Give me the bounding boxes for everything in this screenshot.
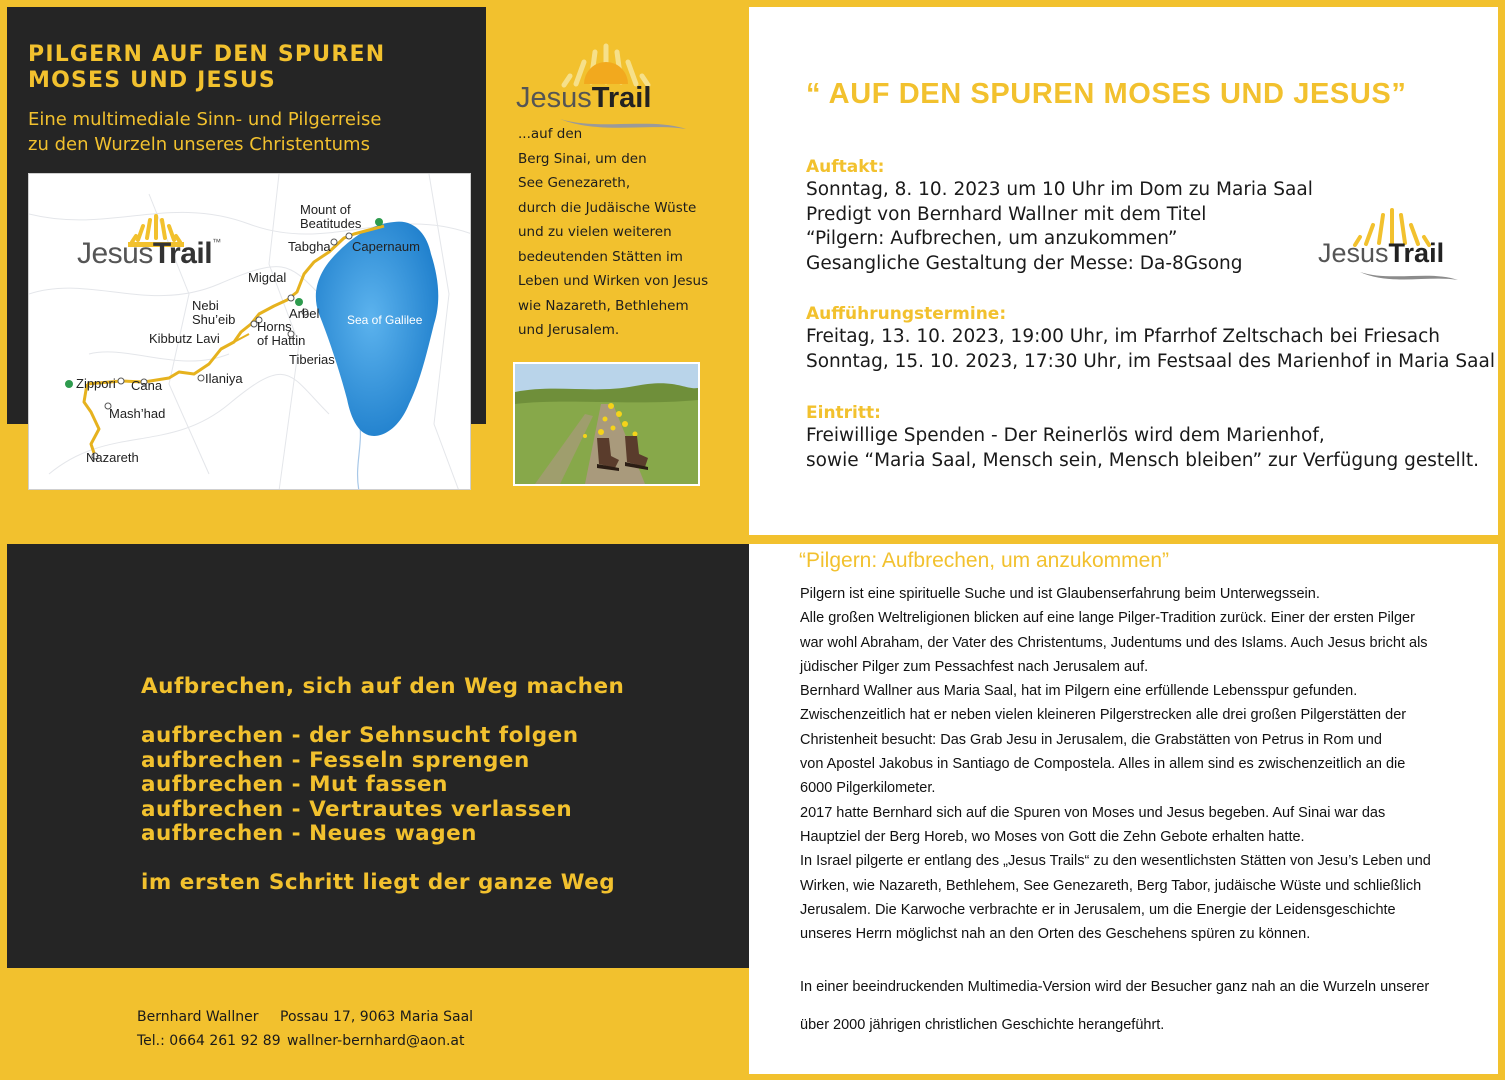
flyer-title bbox=[28, 42, 385, 94]
middle-line-2: Berg Sinai, um den bbox=[518, 150, 647, 167]
place-arbel: Arbel bbox=[289, 306, 320, 321]
place-migdal: Migdal bbox=[248, 270, 287, 285]
map-logo-word-jesus: Jesus bbox=[77, 237, 153, 270]
right-logo-word-trail: Trail bbox=[1388, 238, 1445, 268]
place-horns-2: of Hattin bbox=[257, 333, 306, 348]
motto-heading: Aufbrechen, sich auf den Weg machen bbox=[141, 674, 625, 699]
article-line-7: Christenheit besucht: Das Grab Jesu in Jerusalem, die Grabstätten von Petrus in Rom und bbox=[800, 731, 1382, 748]
motto-line-2: aufbrechen - Fesseln sprengen bbox=[141, 747, 530, 773]
map-logo bbox=[77, 237, 221, 271]
article-line-4: jüdischer Pilger zum Pessachfest nach Jerusalem auf. bbox=[800, 658, 1149, 675]
jesus-trail-map bbox=[28, 173, 471, 490]
article-line-9: 6000 Pilgerkilometer. bbox=[800, 780, 936, 797]
place-horns-1: Horns bbox=[257, 319, 292, 334]
article-line-12: In Israel pilgerte er entlang des „Jesus Trails“ zu den wesentlichsten Stätten von Jesu’s Leben und bbox=[800, 853, 1431, 870]
place-mount-of-1: Mount of bbox=[300, 202, 351, 217]
map-logo-tm: ™ bbox=[212, 237, 221, 247]
motto-block bbox=[141, 675, 624, 896]
motto-line-1: aufbrechen - der Sehnsucht folgen bbox=[141, 723, 579, 748]
termine-line-2: Sonntag, 15. 10. 2023, 17:30 Uhr, im Festsaal des Marienhof in Maria Saal bbox=[806, 350, 1495, 372]
article-closing bbox=[800, 960, 1490, 1052]
place-mashhad: Mash’had bbox=[109, 406, 166, 421]
middle-line-7: Leben und Wirken von Jesus bbox=[518, 273, 709, 289]
place-capernaum: Capernaum bbox=[352, 239, 420, 254]
middle-logo bbox=[516, 82, 651, 115]
middle-line-3: See Genezareth, bbox=[518, 175, 631, 191]
place-ilaniya: Ilaniya bbox=[205, 371, 243, 386]
motto-spacer-1 bbox=[141, 700, 624, 725]
article-closing-line-2: über 2000 jährigen christlichen Geschichte herangeführt. bbox=[800, 1017, 1165, 1034]
article-line-1: Pilgern ist eine spirituelle Suche und ist Glaubenserfahrung beim Unterwegssein. bbox=[800, 586, 1320, 602]
eintritt-section bbox=[806, 402, 1479, 473]
middle-line-4: durch die Judäische Wüste bbox=[518, 199, 697, 216]
contact-phone[interactable]: Tel.: 0664 261 92 89 bbox=[137, 1033, 281, 1049]
auftakt-line-2: Predigt von Bernhard Wallner mit dem Titel bbox=[806, 203, 1207, 225]
place-cana: Cana bbox=[131, 378, 163, 393]
article-line-14: Jerusalem. Die Karwoche verbrachte er in Jerusalem, um die Energie der Leidensgeschichte bbox=[800, 901, 1396, 918]
article-title: “Pilgern: Aufbrechen, um anzukommen” bbox=[799, 549, 1170, 572]
place-tabgha: Tabgha bbox=[288, 239, 331, 254]
map-graphic bbox=[29, 174, 471, 490]
map-logo-word-trail: Trail bbox=[152, 237, 213, 270]
middle-line-8: wie Nazareth, Bethlehem bbox=[518, 297, 689, 314]
article-line-6: Zwischenzeitlich hat er neben vielen kleineren Pilgerstrecken alle drei großen Pilgerstätten der bbox=[800, 707, 1407, 724]
contact-email[interactable]: wallner-bernhard@aon.at bbox=[287, 1033, 465, 1049]
lake-label: Sea of Galilee bbox=[347, 313, 423, 327]
contact-address: Possau 17, 9063 Maria Saal bbox=[280, 1009, 474, 1025]
place-zippori: Zippori bbox=[76, 376, 116, 391]
motto-line-4: aufbrechen - Vertrautes verlassen bbox=[141, 796, 573, 822]
article-line-15: unseres Herrn möglichst nah an den Orten des Geschehens spüren zu können. bbox=[800, 926, 1311, 943]
place-tiberias: Tiberias bbox=[289, 352, 335, 367]
article-line-8: von Apostel Jakobus in Santiago de Compostela. Alles in allem sind es zwischenzeitlich an die bbox=[800, 756, 1406, 773]
place-nebi-1: Nebi bbox=[192, 298, 219, 313]
auftakt-section bbox=[806, 156, 1313, 276]
right-logo-word-jesus: Jesus bbox=[1318, 238, 1389, 268]
article-line-3: war wohl Abraham, der Vater des Christentums, Judentums und des Islams. Auch Jesus bricht als bbox=[800, 634, 1428, 651]
right-logo-swoosh bbox=[1360, 268, 1460, 286]
motto-line-3: aufbrechen - Mut fassen bbox=[141, 772, 448, 797]
event-title: “ AUF DEN SPUREN MOSES UND JESUS” bbox=[806, 78, 1407, 110]
article-line-13: Wirken, wie Nazareth, Bethlehem, See Genezareth, Berg Tabor, judäische Wüste und schließlich bbox=[800, 877, 1422, 894]
middle-line-5: und zu vielen weiteren bbox=[518, 224, 672, 240]
trail-route-segment-1 bbox=[84, 384, 99, 456]
auftakt-label: Auftakt: bbox=[806, 157, 885, 177]
eintritt-line-2: sowie “Maria Saal, Mensch sein, Mensch bleiben” zur Verfügung gestellt. bbox=[806, 449, 1479, 471]
place-kibbutz-lavi: Kibbutz Lavi bbox=[149, 331, 220, 346]
termine-label: Aufführungstermine: bbox=[806, 304, 1007, 324]
hiking-boots-illustration bbox=[515, 364, 698, 484]
article-line-2: Alle großen Weltreligionen blicken auf eine lange Pilger-Tradition zurück. Einer der ersten Pilger bbox=[800, 610, 1415, 627]
place-mount-of-2: Beatitudes bbox=[300, 216, 362, 231]
eintritt-line-1: Freiwillige Spenden - Der Reinerlös wird dem Marienhof, bbox=[806, 425, 1325, 446]
auftakt-line-4: Gesangliche Gestaltung der Messe: Da-8Gsong bbox=[806, 252, 1243, 274]
article-line-11: Hauptziel der Berg Horeb, wo Moses von Gott die Zehn Gebote erhalten hatte. bbox=[800, 828, 1305, 845]
right-logo bbox=[1318, 238, 1444, 269]
place-nazareth: Nazareth bbox=[86, 450, 139, 465]
flyer-title-line-2: MOSES UND JESUS bbox=[28, 68, 276, 93]
hiking-boots-photo bbox=[513, 362, 700, 486]
article-closing-line-1: In einer beeindruckenden Multimedia-Version wird der Besucher ganz nah an die Wurzeln unserer bbox=[800, 978, 1430, 995]
contact-name: Bernhard Wallner bbox=[137, 1009, 259, 1025]
termine-line-1: Freitag, 13. 10. 2023, 19:00 Uhr, im Pfarrhof Zeltschach bei Friesach bbox=[806, 326, 1440, 347]
middle-line-1: ...auf den bbox=[518, 126, 583, 142]
flyer-subtitle bbox=[28, 107, 381, 157]
middle-line-9: und Jerusalem. bbox=[518, 322, 620, 338]
middle-description bbox=[518, 122, 733, 343]
auftakt-line-1: Sonntag, 8. 10. 2023 um 10 Uhr im Dom zu Maria Saal bbox=[806, 179, 1313, 200]
article-line-10: 2017 hatte Bernhard sich auf die Spuren von Moses und Jesus begeben. Auf Sinai war das bbox=[800, 804, 1386, 821]
flyer-subtitle-line-1: Eine multimediale Sinn- und Pilgerreise bbox=[28, 109, 382, 130]
flyer-title-line-1: PILGERN AUF DEN SPUREN bbox=[28, 42, 386, 67]
auftakt-line-3: “Pilgern: Aufbrechen, um anzukommen” bbox=[806, 228, 1178, 249]
middle-line-6: bedeutenden Stätten im bbox=[518, 248, 683, 265]
middle-logo-word-trail: Trail bbox=[591, 82, 652, 114]
motto-closing: im ersten Schritt liegt der ganze Weg bbox=[141, 870, 616, 895]
termine-section bbox=[806, 303, 1495, 374]
eintritt-label: Eintritt: bbox=[806, 403, 881, 423]
motto-line-5: aufbrechen - Neues wagen bbox=[141, 821, 477, 846]
motto-spacer-2 bbox=[141, 847, 624, 872]
article-line-5: Bernhard Wallner aus Maria Saal, hat im Pilgern eine erfüllende Lebensspur gefunden. bbox=[800, 683, 1358, 700]
place-nebi-2: Shu’eib bbox=[192, 312, 236, 327]
middle-logo-word-jesus: Jesus bbox=[516, 82, 592, 114]
article-body bbox=[800, 582, 1490, 946]
flyer-subtitle-line-2: zu den Wurzeln unseres Christentums bbox=[28, 134, 370, 155]
